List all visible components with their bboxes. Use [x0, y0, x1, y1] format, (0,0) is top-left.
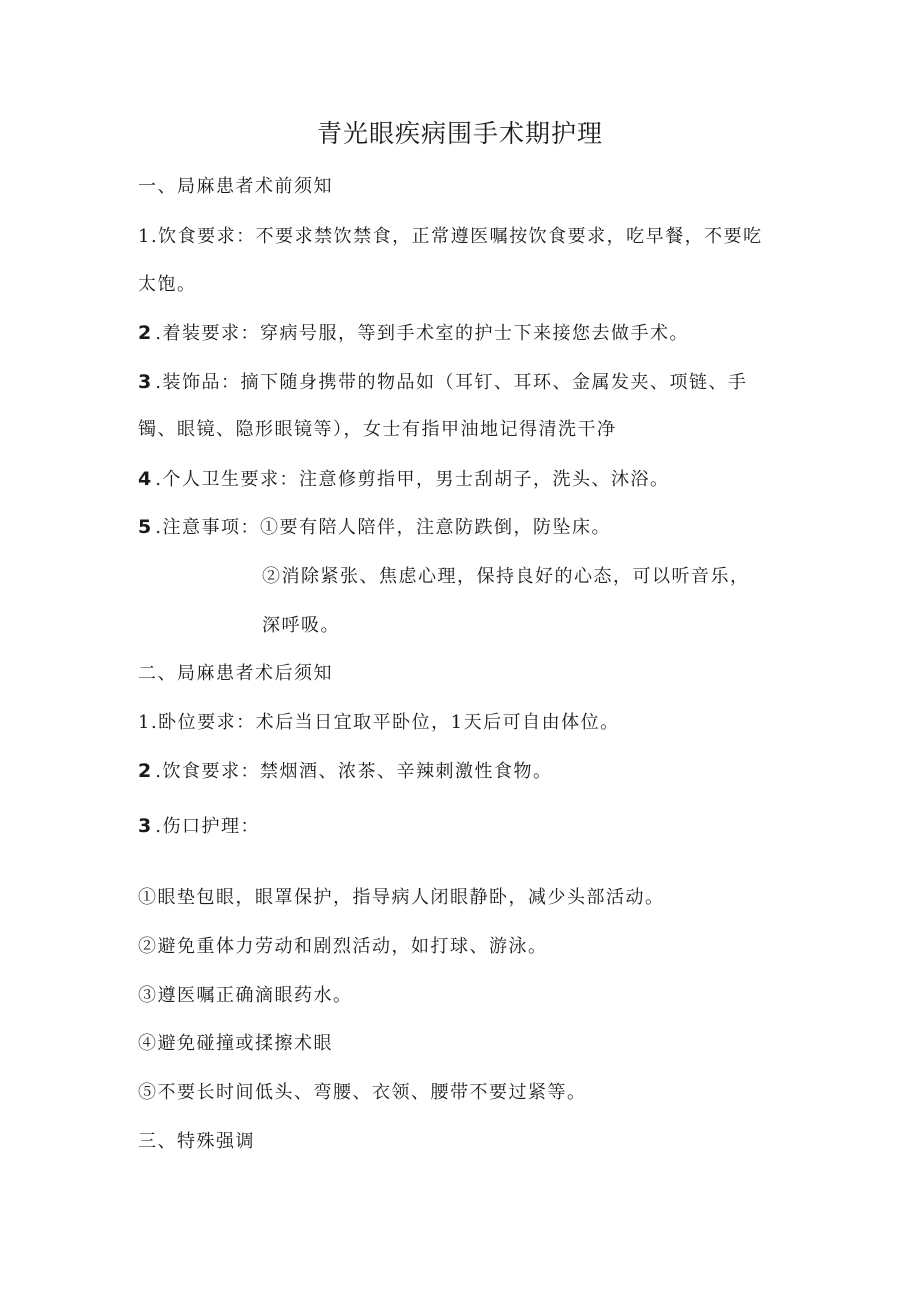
preop-item-diet-line2: 太饱。 [138, 274, 197, 295]
preop-item-clothing [138, 318, 689, 349]
section-heading-special: 三、特殊强调 [138, 1131, 255, 1152]
item-number: 2 [138, 322, 152, 344]
item-text: .装饰品：摘下随身携带的物品如（耳钉、耳环、金属发夹、项链、手 [155, 372, 748, 393]
postop-item-diet [138, 756, 552, 787]
item-number: 4 [138, 468, 152, 490]
wound-care-item-4: ④避免碰撞或揉擦术眼 [138, 1033, 333, 1054]
item-text: .饮食要求：禁烟酒、浓茶、辛辣刺激性食物。 [155, 761, 553, 782]
item-text: .着装要求：穿病号服，等到手术室的护士下来接您去做手术。 [155, 323, 689, 344]
item-text: .注意事项：①要有陪人陪伴，注意防跌倒，防坠床。 [155, 517, 611, 538]
preop-item-notes-line1 [138, 512, 611, 543]
wound-care-item-2: ②避免重体力劳动和剧烈活动，如打球、游泳。 [138, 936, 548, 957]
preop-item-accessories-line1 [138, 367, 747, 398]
preop-item-notes-line2: ②消除紧张、焦虑心理，保持良好的心态，可以听音乐， [262, 566, 750, 587]
preop-item-accessories-line2: 镯、眼镜、隐形眼镜等），女士有指甲油地记得清洗干净 [138, 419, 617, 440]
section-heading-preop: 一、局麻患者术前须知 [138, 176, 333, 197]
section-heading-postop: 二、局麻患者术后须知 [138, 663, 333, 684]
wound-care-item-1: ①眼垫包眼，眼罩保护，指导病人闭眼静卧，减少头部活动。 [138, 887, 665, 908]
preop-item-diet-line1: 1.饮食要求：不要求禁饮禁食，正常遵医嘱按饮食要求，吃早餐，不要吃 [138, 226, 763, 247]
item-number: 2 [138, 760, 152, 782]
item-number: 3 [138, 371, 152, 393]
item-number: 5 [138, 516, 152, 538]
postop-item-wound-care [138, 811, 260, 842]
wound-care-item-5: ⑤不要长时间低头、弯腰、衣领、腰带不要过紧等。 [138, 1082, 587, 1103]
item-text: .个人卫生要求：注意修剪指甲，男士刮胡子，洗头、沐浴。 [155, 469, 670, 490]
item-text: .伤口护理： [155, 816, 260, 837]
preop-item-hygiene [138, 464, 669, 495]
item-number: 3 [138, 815, 152, 837]
postop-item-position: 1.卧位要求：术后当日宜取平卧位，1天后可自由体位。 [138, 712, 620, 733]
page-title: 青光眼疾病围手术期护理 [316, 119, 603, 148]
wound-care-item-3: ③遵医嘱正确滴眼药水。 [138, 985, 353, 1006]
preop-item-notes-line3: 深呼吸。 [262, 615, 340, 636]
